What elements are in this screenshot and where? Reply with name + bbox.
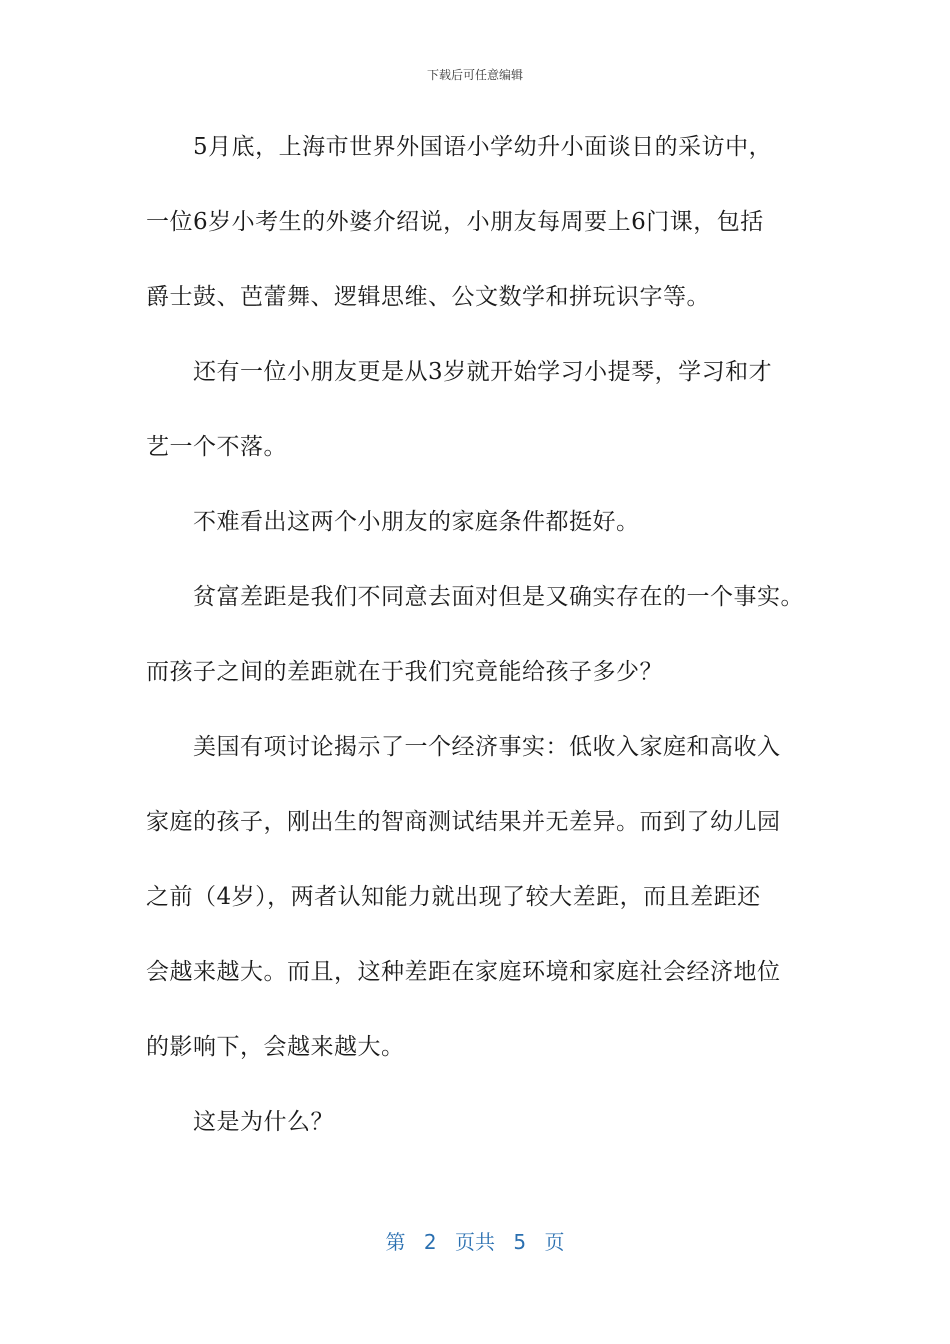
text-line: 的影响下，会越来越大。 — [146, 1034, 405, 1060]
footer-ye: 页 — [544, 1230, 565, 1254]
page-footer — [0, 1226, 950, 1255]
text-line: 美国有项讨论揭示了一个经济事实：低收入家庭和高收入 — [193, 734, 781, 760]
text-line: 会越来越大。而且，这种差距在家庭环境和家庭社会经济地位 — [146, 959, 781, 985]
text-line: 艺一个不落。 — [146, 434, 287, 460]
text-line: 贫富差距是我们不同意去面对但是又确实存在的一个事实。 — [193, 584, 804, 610]
text-line: 家庭的孩子，刚出生的智商测试结果并无差异。而到了幼儿园 — [146, 809, 781, 835]
text-line: 之前（4岁），两者认知能力就出现了较大差距，而且差距还 — [146, 884, 761, 910]
footer-di: 第 — [385, 1230, 406, 1254]
text-line: 而孩子之间的差距就在于我们究竟能给孩子多少？ — [146, 659, 663, 685]
footer-ye-gong: 页共 — [455, 1230, 495, 1254]
page-header: 下载后可任意编辑 — [426, 68, 523, 82]
text-line: 爵士鼓、芭蕾舞、逻辑思维、公文数学和拼玩识字等。 — [146, 284, 710, 310]
text-line: 还有一位小朋友更是从3岁就开始学习小提琴，学习和才 — [193, 359, 773, 385]
text-line: 一位6岁小考生的外婆介绍说，小朋友每周要上6门课，包括 — [146, 209, 764, 235]
text-line: 5月底，上海市世界外国语小学幼升小面谈日的采访中， — [193, 134, 773, 160]
footer-total-pages: 5 — [513, 1230, 527, 1254]
text-line: 不难看出这两个小朋友的家庭条件都挺好。 — [193, 509, 640, 535]
text-line: 这是为什么？ — [193, 1109, 334, 1135]
footer-page-number: 2 — [423, 1230, 437, 1254]
